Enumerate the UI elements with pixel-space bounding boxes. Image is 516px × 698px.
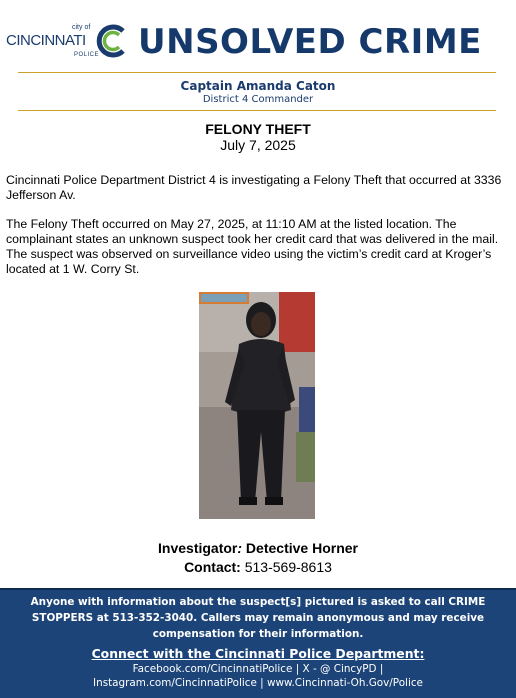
commander-title: District 4 Commander	[202, 94, 314, 105]
investigator-name: Detective Horner	[242, 540, 358, 556]
cincinnati-c-icon	[96, 24, 130, 58]
header	[0, 0, 516, 72]
crime-stoppers-message: Anyone with information about the suspect[s] pictured is asked to call CRIME STOPPERS at 513-352-3040. Callers may remain anonymous and may receive compensation for their information.	[30, 596, 486, 640]
investigator-label: Investigator	[158, 540, 238, 556]
surveillance-image	[199, 292, 315, 519]
contact-phone: 513-569-8613	[240, 559, 332, 575]
crime-type: FELONY THEFT	[205, 121, 311, 137]
social-links	[0, 662, 516, 690]
bulletin-date: July 7, 2025	[220, 137, 296, 153]
social-links-line-2: Instagram.com/CincinnatiPolice | www.Cincinnati-Oh.Gov/Police	[93, 677, 423, 689]
gold-divider-bottom	[18, 110, 496, 111]
gold-divider-top	[18, 72, 496, 73]
investigator-separator: :	[237, 540, 243, 556]
details-paragraph: The Felony Theft occurred on May 27, 2025, at 11:10 AM at the listed location. The complainant states an unknown suspect took her credit card that was delivered in the mail. The suspect was observed on surveillance video using the victim’s credit card at Kroger’s located at 1 W. Corry St.	[6, 217, 499, 276]
logo-city-name: CINCINNATI	[6, 32, 86, 49]
page-title: UNSOLVED CRIME	[138, 22, 482, 62]
captain-name: Captain Amanda Caton	[180, 79, 336, 93]
contact-label: Contact:	[184, 559, 241, 575]
cincinnati-police-logo	[6, 24, 128, 64]
contact-line	[0, 559, 516, 575]
summary-paragraph: Cincinnati Police Department District 4 is investigating a Felony Theft that occurred at 3336 Jefferson Av.	[6, 173, 502, 202]
social-links-line-1: Facebook.com/CincinnatiPolice | X - @ CincyPD |	[132, 663, 384, 675]
logo-city-of: city of	[72, 24, 91, 31]
footer	[0, 588, 516, 698]
connect-heading: Connect with the Cincinnati Police Department:	[91, 646, 425, 661]
suspect-photo	[199, 292, 315, 519]
logo-police: POLICE	[74, 52, 100, 58]
investigator-line	[0, 540, 516, 556]
